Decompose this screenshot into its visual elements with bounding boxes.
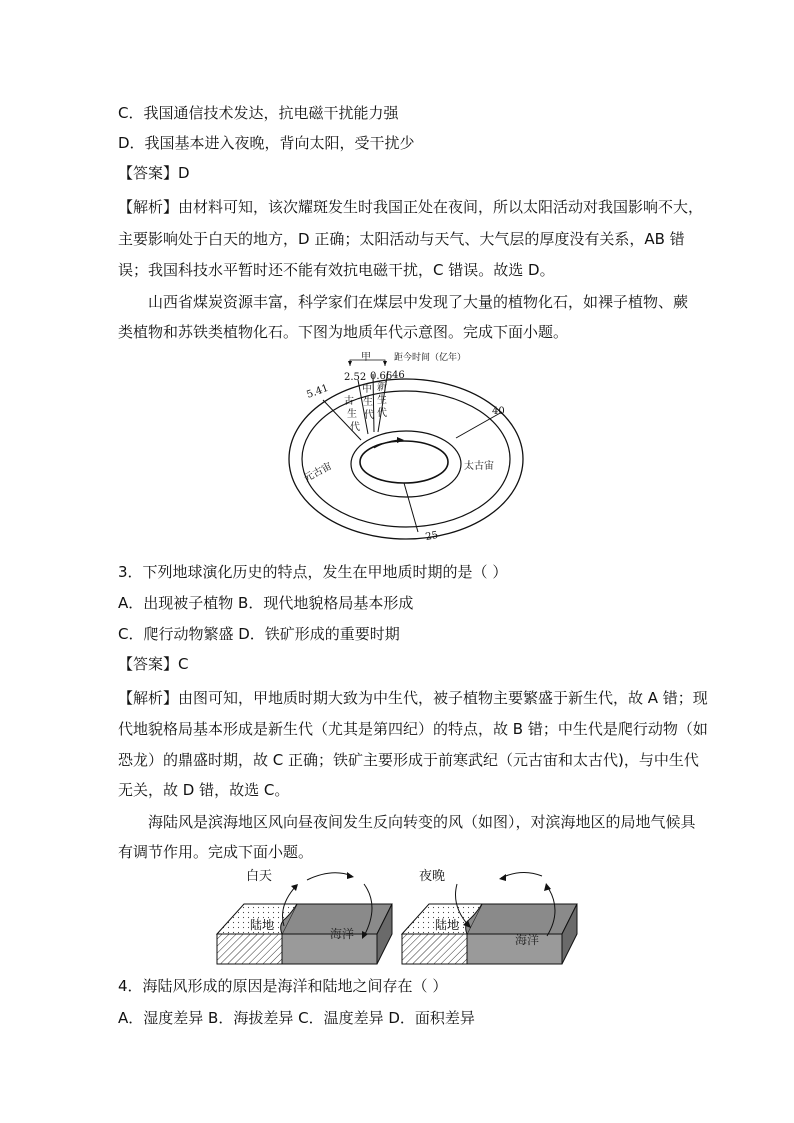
analysis-line: 【解析】由图可知，甲地质时期大致为中生代，被子植物主要繁盛于新生代，故 A 错；现 bbox=[118, 689, 708, 707]
day-label: 白天 bbox=[246, 869, 273, 884]
analysis-line: 无关，故 D 错，故选 C。 bbox=[118, 781, 290, 799]
question-3-options: C．爬行动物繁盛 D．铁矿形成的重要时期 bbox=[118, 625, 400, 643]
value-066: 0.66 bbox=[370, 371, 393, 382]
svg-text:古: 古 bbox=[344, 396, 354, 407]
archean-label: 太古宙 bbox=[464, 461, 494, 472]
value-40: 40 bbox=[492, 406, 505, 417]
question-4-options: A．湿度差异 B．海拔差异 C．温度差异 D．面积差异 bbox=[118, 1009, 475, 1027]
mesozoic-label bbox=[362, 382, 374, 421]
answer-label: 【答案】C bbox=[118, 655, 189, 673]
analysis-line: 误；我国科技水平暂时还不能有效抗电磁干扰，C 错误。故选 D。 bbox=[118, 261, 555, 279]
land-sea-breeze-diagram bbox=[212, 866, 582, 970]
option-c: C．我国通信技术发达，抗电磁干扰能力强 bbox=[118, 104, 399, 122]
question-3-options: A．出现被子植物 B．现代地貌格局基本形成 bbox=[118, 594, 414, 612]
cenozoic-label bbox=[377, 381, 387, 419]
geologic-time-diagram bbox=[278, 352, 528, 547]
upper-wind-arrow bbox=[501, 872, 542, 878]
land-front bbox=[217, 934, 282, 964]
land-label: 陆地 bbox=[250, 918, 275, 932]
svg-text:新: 新 bbox=[377, 382, 387, 393]
night-panel bbox=[402, 868, 577, 964]
value-46: 46 bbox=[392, 370, 405, 381]
svg-text:中: 中 bbox=[362, 384, 372, 395]
analysis-line: 代地貌格局基本形成是新生代（尤其是第四纪）的特点，故 B 错；中生代是爬行动物（如 bbox=[118, 720, 708, 738]
land-label: 陆地 bbox=[435, 918, 460, 932]
value-541: 5.41 bbox=[305, 382, 330, 401]
value-25: 25 bbox=[424, 529, 440, 543]
land-front bbox=[402, 934, 467, 964]
upper-wind-arrow bbox=[307, 873, 352, 880]
outer-ring bbox=[289, 379, 523, 539]
svg-text:代: 代 bbox=[377, 408, 387, 419]
svg-text:生: 生 bbox=[377, 395, 387, 406]
ocean-label: 海洋 bbox=[330, 927, 355, 941]
answer-label: 【答案】D bbox=[118, 164, 190, 182]
night-label: 夜晚 bbox=[419, 869, 446, 884]
svg-text:生: 生 bbox=[363, 397, 373, 408]
jia-label: 甲 bbox=[361, 352, 371, 363]
analysis-line: 恐龙）的鼎盛时期，故 C 正确；铁矿主要形成于前寒武纪（元古宙和太古代)，与中生代 bbox=[118, 751, 699, 769]
question-3-stem: 3．下列地球演化历史的特点，发生在甲地质时期的是（ ） bbox=[118, 563, 508, 581]
intro-paragraph: 类植物和苏铁类植物化石。下图为地质年代示意图。完成下面小题。 bbox=[118, 323, 569, 341]
ocean-label: 海洋 bbox=[515, 933, 540, 947]
option-d: D．我国基本进入夜晚，背向太阳，受干扰少 bbox=[118, 134, 415, 152]
intro-paragraph: 山西省煤炭资源丰富，科学家们在煤层中发现了大量的植物化石，如裸子植物、蕨 bbox=[148, 293, 689, 311]
core-ring bbox=[360, 441, 448, 483]
ocean-surface bbox=[467, 904, 577, 934]
intro-paragraph: 有调节作用。完成下面小题。 bbox=[118, 843, 314, 861]
analysis-line: 【解析】由材料可知，该次耀斑发生时我国正处在夜间，所以太阳活动对我国影响不大， bbox=[118, 198, 704, 216]
intro-paragraph: 海陆风是滨海地区风向昼夜间发生反向转变的风（如图），对滨海地区的局地气候具 bbox=[148, 813, 696, 831]
svg-text:代: 代 bbox=[364, 410, 374, 421]
value-252: 2.52 bbox=[344, 372, 367, 383]
analysis-line: 主要影响处于白天的地方，D 正确；太阳活动与天气、大气层的厚度没有关系，AB 错 bbox=[118, 230, 685, 248]
svg-text:代: 代 bbox=[350, 422, 360, 433]
day-panel bbox=[217, 869, 392, 964]
question-4-stem: 4．海陆风形成的原因是海洋和陆地之间存在（ ） bbox=[118, 977, 448, 995]
division-line-25 bbox=[404, 483, 418, 532]
time-axis-label: 距今时间（亿年） bbox=[394, 353, 467, 363]
svg-text:生: 生 bbox=[347, 409, 357, 420]
rotation-arrowhead bbox=[397, 437, 404, 443]
proterozoic-label: 元古宙 bbox=[302, 460, 334, 485]
paleozoic-label bbox=[344, 394, 360, 433]
